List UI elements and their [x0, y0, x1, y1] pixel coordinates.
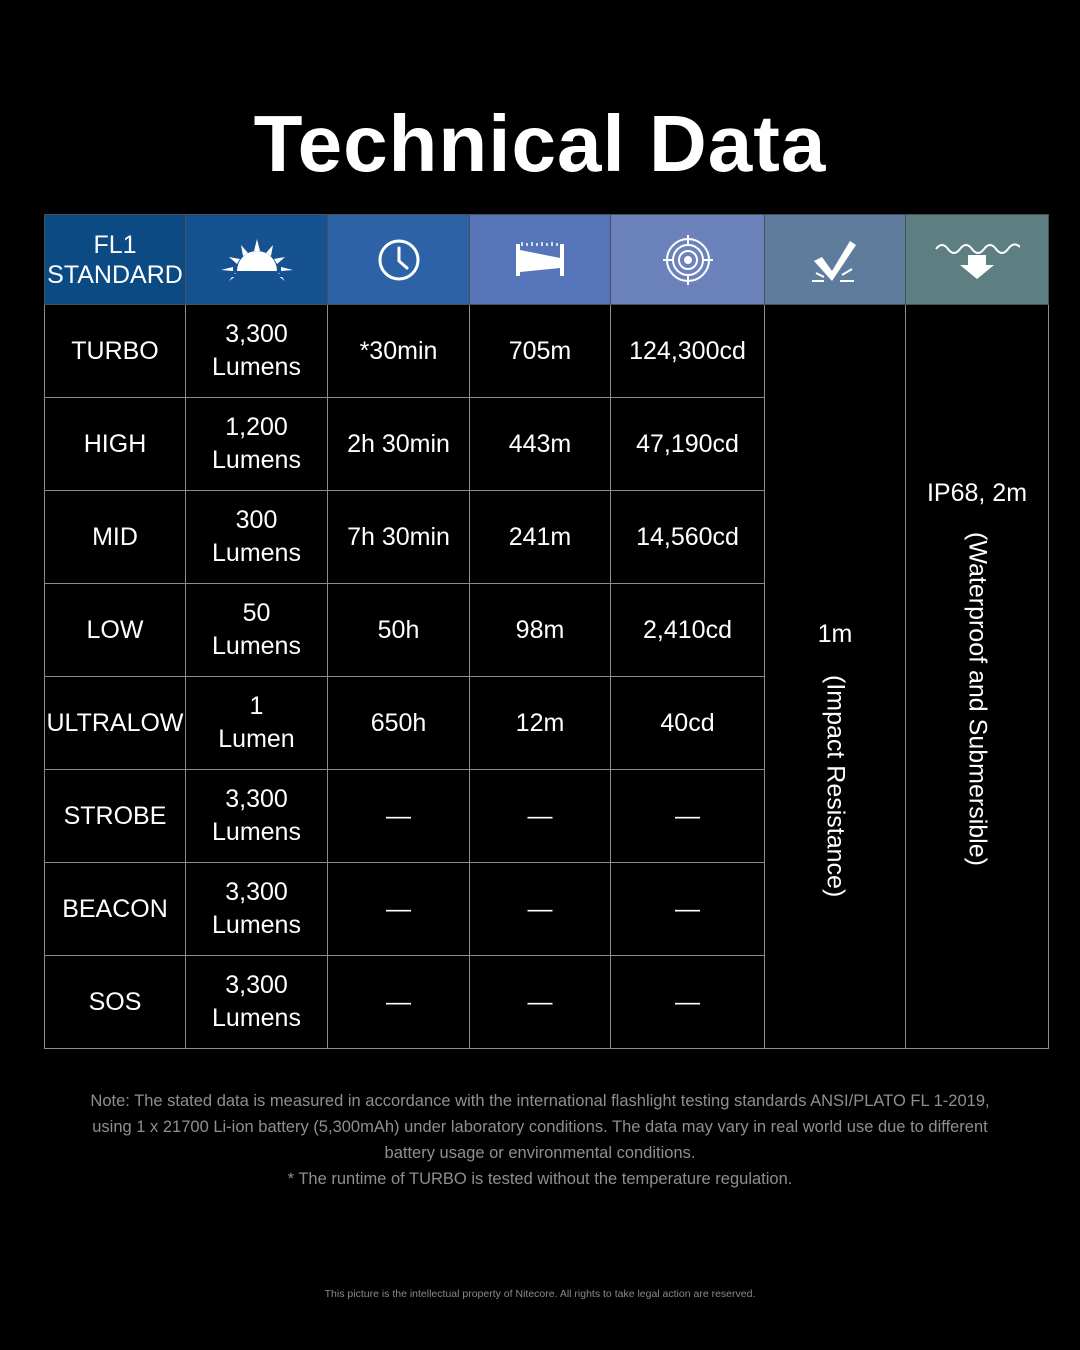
runtime-cell: — — [328, 863, 470, 956]
intensity-cell: 124,300cd — [611, 305, 765, 398]
intensity-cell: 47,190cd — [611, 398, 765, 491]
distance-cell: 98m — [470, 584, 611, 677]
mode-cell: ULTRALOW — [45, 677, 186, 770]
note-line: using 1 x 21700 Li-ion battery (5,300mAh) under laboratory conditions. The data may vary in real world use due to different — [92, 1118, 988, 1136]
waterproof-header — [906, 215, 1049, 305]
lumens-cell — [186, 770, 328, 863]
copyright-notice: This picture is the intellectual property of Nitecore. All rights to take legal action are reserved. — [324, 1288, 756, 1300]
intensity-header — [611, 215, 765, 305]
lumens-value: 300 — [235, 506, 278, 534]
runtime-cell: 50h — [328, 584, 470, 677]
impact-resistance-icon — [810, 237, 860, 283]
note-line: Note: The stated data is measured in accordance with the international flashlight testing standards ANSI/PLATO FL 1-2019, — [90, 1092, 990, 1110]
lumens-value: 1,200 — [225, 413, 288, 441]
intensity-cell: — — [611, 770, 765, 863]
lumens-value: 3,300 — [225, 320, 288, 348]
note-line: battery usage or environmental conditions. — [384, 1144, 696, 1162]
runtime-cell: 650h — [328, 677, 470, 770]
lumens-cell — [186, 491, 328, 584]
page-title: Technical Data — [253, 99, 827, 188]
waterproof-label: (Waterproof and Submersible) — [963, 532, 992, 866]
intensity-cell: 2,410cd — [611, 584, 765, 677]
distance-header — [470, 215, 611, 305]
runtime-cell: — — [328, 770, 470, 863]
table-row — [45, 305, 1049, 398]
lumens-value: 50 — [242, 599, 271, 627]
lumens-cell — [186, 305, 328, 398]
lumens-unit: Lumens — [212, 539, 301, 567]
lumens-cell — [186, 677, 328, 770]
lumens-unit: Lumens — [212, 818, 301, 846]
lumens-unit: Lumens — [212, 1004, 301, 1032]
distance-cell: — — [470, 863, 611, 956]
distance-cell: 705m — [470, 305, 611, 398]
footnote — [40, 1088, 1040, 1192]
distance-cell: 12m — [470, 677, 611, 770]
distance-cell: — — [470, 956, 611, 1049]
sun-brightness-icon — [219, 237, 295, 283]
intensity-cell: 14,560cd — [611, 491, 765, 584]
mode-cell: LOW — [45, 584, 186, 677]
lumens-value: 1 — [249, 692, 264, 720]
mode-cell: HIGH — [45, 398, 186, 491]
distance-cell: 241m — [470, 491, 611, 584]
lumens-cell — [186, 584, 328, 677]
note-line: * The runtime of TURBO is tested without the temperature regulation. — [287, 1170, 793, 1188]
distance-cell: 443m — [470, 398, 611, 491]
lumens-cell — [186, 956, 328, 1049]
runtime-cell: — — [328, 956, 470, 1049]
runtime-cell: 2h 30min — [328, 398, 470, 491]
lumens-cell — [186, 863, 328, 956]
lumens-cell — [186, 398, 328, 491]
brightness-header — [186, 215, 328, 305]
waterproof-value: IP68, 2m — [926, 479, 1028, 507]
distance-cell: — — [470, 770, 611, 863]
lumens-unit: Lumens — [212, 911, 301, 939]
runtime-cell: *30min — [328, 305, 470, 398]
impact-label: (Impact Resistance) — [821, 675, 850, 898]
clock-icon — [376, 237, 422, 283]
lumens-unit: Lumens — [212, 446, 301, 474]
impact-value: 1m — [817, 620, 853, 648]
lumens-unit: Lumens — [212, 353, 301, 381]
mode-cell: MID — [45, 491, 186, 584]
model-variant: STANDARD — [47, 260, 183, 289]
target-intensity-icon — [662, 234, 714, 286]
intensity-cell: 40cd — [611, 677, 765, 770]
runtime-cell: 7h 30min — [328, 491, 470, 584]
lumens-unit: Lumens — [212, 632, 301, 660]
lumens-unit: Lumen — [218, 725, 295, 753]
lumens-value: 3,300 — [225, 971, 288, 999]
runtime-header — [328, 215, 470, 305]
intensity-cell: — — [611, 863, 765, 956]
intensity-cell: — — [611, 956, 765, 1049]
beam-distance-icon — [514, 238, 566, 282]
spec-table — [44, 214, 1049, 1049]
mode-cell: STROBE — [45, 770, 186, 863]
waterproof-cell — [906, 305, 1049, 1049]
waterproof-icon — [934, 239, 1020, 281]
impact-cell — [765, 305, 906, 1049]
mode-cell: TURBO — [45, 305, 186, 398]
mode-cell: SOS — [45, 956, 186, 1049]
model-header — [45, 215, 186, 305]
table-header-row — [45, 215, 1049, 305]
lumens-value: 3,300 — [225, 878, 288, 906]
mode-cell: BEACON — [45, 863, 186, 956]
model-name: FL1 — [93, 230, 137, 259]
impact-header — [765, 215, 906, 305]
lumens-value: 3,300 — [225, 785, 288, 813]
